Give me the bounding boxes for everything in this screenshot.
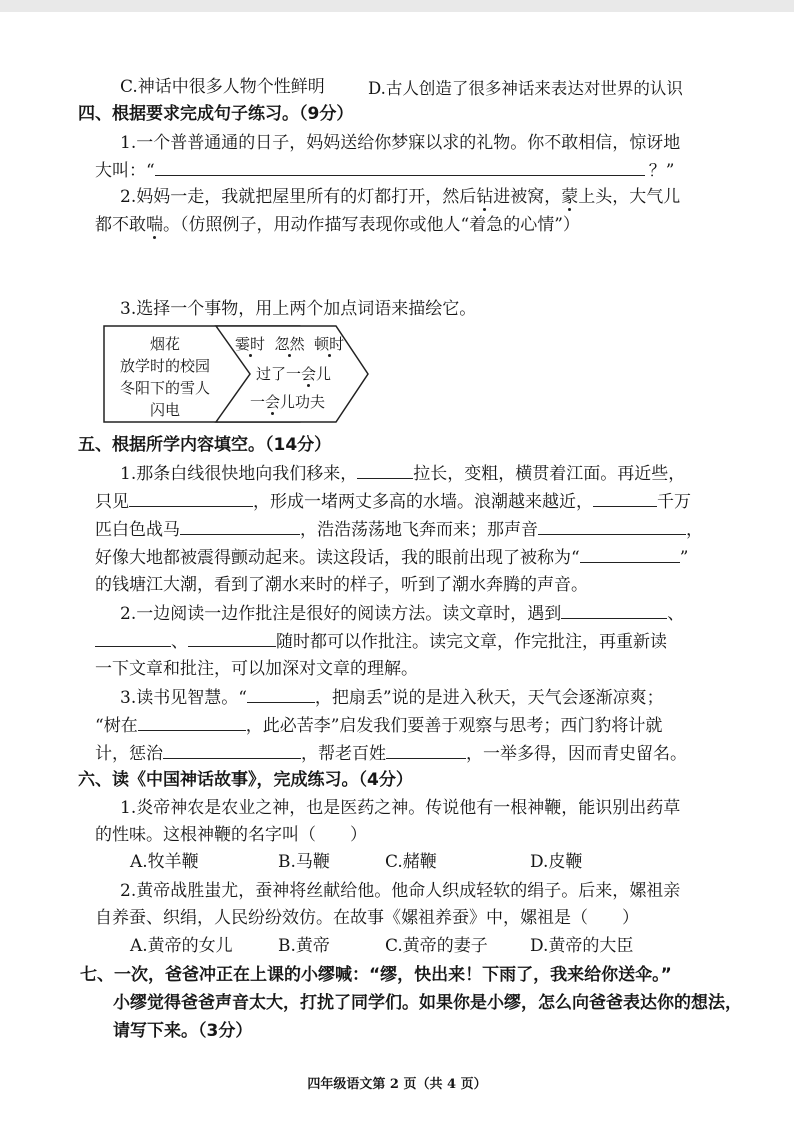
fill-blank[interactable] [538,517,686,535]
s5-text: 计，惩治 [95,744,163,764]
dotted-word: 顿时 [314,335,345,353]
box-word-text: 功夫 [295,393,326,411]
s4-q2-text: 都不敢 [95,215,146,235]
s5-line10 [95,713,662,738]
s6-q2-option-d[interactable]: D.黄帝的大臣 [530,936,634,956]
s5-line3 [95,517,703,542]
s6-q2-option-a[interactable]: A.黄帝的女儿 [130,936,233,956]
box-words-line1 [235,333,344,355]
s5-text: 、 [667,604,685,624]
s5-text: ，浩浩荡荡地飞奔而来；那声音 [300,520,538,540]
s5-text: 2.一边阅读一边作批注是很好的阅读方法。读文章时，遇到 [120,604,562,624]
section-7-line2: 小缪觉得爸爸声音太大，打扰了同学们。如果你是小缪，怎么向爸爸表达你的想法， [113,993,742,1013]
scan-top-shade [0,0,794,12]
fill-blank[interactable] [163,741,301,759]
s5-line9 [120,685,664,710]
s5-text: ，把扇丢”说的是进入秋天，天气会逐渐凉爽； [314,688,664,708]
dotted-word: 忽然 [274,335,305,353]
s4-q2-text: 进被窝， [493,187,562,207]
box-object-4: 闪电 [149,401,180,419]
fill-blank[interactable] [593,489,657,507]
option-d: D.古人创造了很多神话来表达对世界的认识 [368,79,683,98]
box-object-3: 冬阳下的雪人 [119,379,210,397]
dotted-word: 一会儿 [250,393,296,411]
s5-text: 千万 [657,492,691,512]
section-5-title: 五、根据所学内容填空。（14分） [78,435,332,455]
s5-text: ， [686,520,703,540]
s5-text: 只见 [95,492,129,512]
s6-q1-option-b[interactable]: B.马鞭 [278,852,330,872]
fill-blank[interactable] [180,517,300,535]
s5-text: 拉长，变粗，横贯着江面。再近些， [413,464,686,484]
section-7-line3: 请写下来。（3分） [113,1021,253,1041]
dotted-word: 蒙 [561,187,579,207]
s4-q2-text: 。（仿照例子，用动作描写表现你或他人“着急的心情”） [163,215,580,235]
s5-text: ，一举多得，因而青史留名。 [466,744,687,764]
page-footer: 四年级语文第 2 页（共 4 页） [307,1077,487,1092]
fill-blank[interactable] [386,741,466,759]
fill-blank[interactable] [129,489,253,507]
s6-q1-option-a[interactable]: A.牧羊鞭 [130,852,199,872]
fill-blank[interactable] [188,629,276,647]
s5-text: ，帮老百姓 [301,744,386,764]
s5-text: 1.那条白线很快地向我们移来， [120,464,358,484]
s4-q1-line2 [95,158,674,183]
fill-blank[interactable] [95,629,171,647]
s5-text: ，形成一堵两丈多高的水墙。浪潮越来越近， [253,492,593,512]
s4-q1-prefix: 大叫：“ [95,161,155,181]
s5-line2 [95,489,691,514]
option-c: C.神话中很多人物个性鲜明 [120,77,325,97]
s6-q2-line1: 2.黄帝战胜蚩尤，蚕神将丝献给他。他命人织成轻软的绢子。后来，嫘祖亲 [120,881,681,901]
s6-q2-line2: 自养蚕、织绢，人民纷纷效仿。在故事《嫘祖养蚕》中，嫘祖是（ ） [95,908,639,928]
dotted-word: 喘 [146,215,163,235]
fill-blank[interactable] [247,685,315,703]
fill-blank[interactable] [580,545,680,563]
s5-text: 、 [171,632,188,652]
s5-line8: 一下文章和批注，可以加深对文章的理解。 [95,659,418,679]
section-6-title: 六、读《中国神话故事》，完成练习。（4分） [78,770,413,790]
s6-q1-line2: 的性味。这根神鞭的名字叫（ ） [95,825,367,845]
box-words-line2 [256,363,331,385]
box-object-1: 烟花 [149,335,180,353]
s4-q2-line1 [120,185,680,209]
section-4-title: 四、根据要求完成句子练习。（9分） [78,104,354,124]
s4-q2-text: 2.妈妈一走，我就把屋里所有的灯都打开，然后 [120,187,477,207]
fill-blank[interactable] [357,461,413,479]
s5-text: ” [679,548,689,568]
s5-line6 [120,601,684,626]
s6-q1-line1: 1.炎帝神农是农业之神，也是医药之神。传说他有一根神鞭，能识别出药草 [120,798,681,818]
dotted-word: 钻 [476,187,494,207]
fill-blank[interactable] [138,713,246,731]
dotted-word: 霎时 [235,335,266,353]
box-object-2: 放学时的校园 [119,357,210,375]
section-7-line1: 七、一次，爸爸冲正在上课的小缪喊：“缪，快出来！下雨了，我来给你送伞。” [80,965,672,985]
s5-text: “树在 [95,716,138,736]
s6-q1-option-d[interactable]: D.皮鞭 [530,852,583,872]
s6-q2-option-b[interactable]: B.黄帝 [278,936,330,956]
s5-text: ，此必苦李”启发我们要善于观察与思考；西门豹将计就 [245,716,663,736]
s5-line5: 的钱塘江大潮，看到了潮水来时的样子，听到了潮水奔腾的声音。 [95,575,588,595]
s4-q2-line2 [95,213,580,237]
box-word-text: 过了 [256,365,287,383]
s5-line11 [95,741,687,766]
s5-line1 [120,461,685,486]
fill-blank[interactable] [561,601,667,619]
dotted-word: 一会儿 [286,365,332,383]
s5-text: 匹白色战马 [95,520,180,540]
s4-q2-text: 上头，大气儿 [578,187,681,207]
s4-q3: 3.选择一个事物，用上两个加点词语来描绘它。 [120,299,477,319]
box-words-line3 [250,391,325,413]
s5-text: 好像大地都被震得颤动起来。读这段话，我的眼前出现了被称为“ [95,548,580,568]
s5-text: 随时都可以作批注。读完文章，作完批注，再重新读 [276,632,667,652]
s4-q1-line1: 1.一个普普通通的日子，妈妈送给你梦寐以求的礼物。你不敢相信，惊讶地 [120,133,681,153]
s6-q2-option-c[interactable]: C.黄帝的妻子 [385,936,488,956]
s5-line7 [95,629,667,654]
s5-text: 3.读书见智慧。“ [120,688,247,708]
s5-line4 [95,545,688,570]
s4-q1-suffix: ？” [648,161,675,181]
s4-q1-answer-blank[interactable] [155,158,645,176]
s6-q1-option-c[interactable]: C.赭鞭 [385,852,437,872]
